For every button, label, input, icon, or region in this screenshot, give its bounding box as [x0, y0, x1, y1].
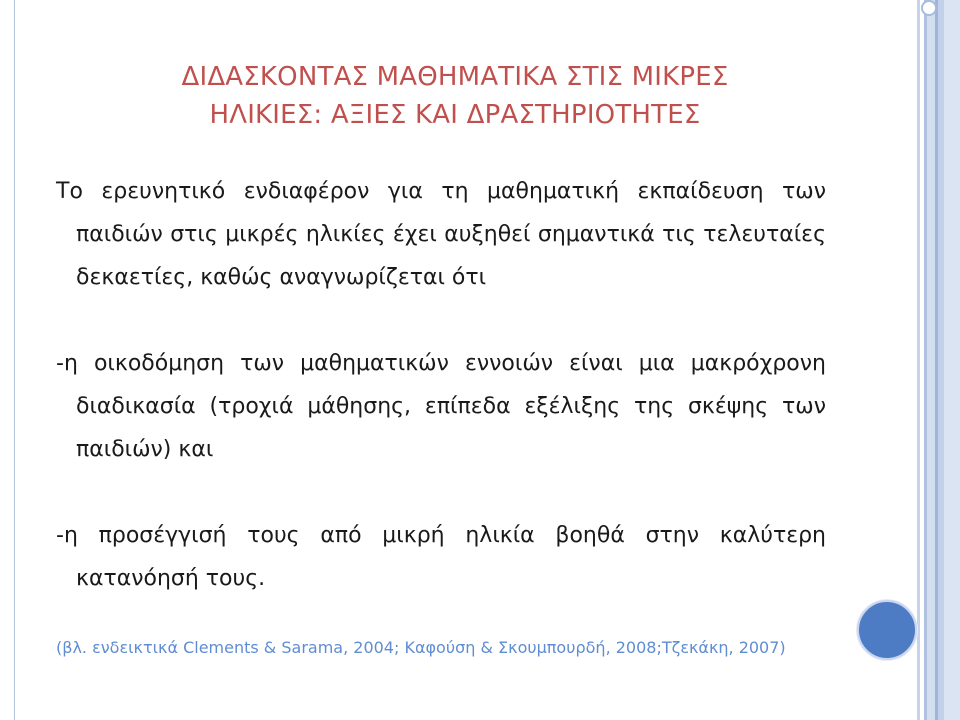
decorative-blue-circle	[857, 600, 917, 660]
paragraph-point-1: -η οικοδόμηση των μαθηματικών εννοιών είναι μια μακρόχρονη διαδικασία (τροχιά μάθησης, επίπεδα εξέλιξης της σκέψης των παιδιών) και	[56, 351, 826, 462]
citation-text: (βλ. ενδεικτικά Clements & Sarama, 2004; Καφούση & Σκουμπουρδή, 2008;Τζεκάκη, 2007)	[56, 638, 786, 657]
right-decor-stripe	[944, 0, 960, 720]
left-border-line	[14, 0, 15, 720]
title-line-2: ΗΛΙΚΙΕΣ: ΑΞΙΕΣ ΚΑΙ ΔΡΑΣΤΗΡΙΟΤΗΤΕΣ	[209, 100, 701, 130]
title-line-1: ΔΙΔΑΣΚΟΝΤΑΣ ΜΑΘΗΜΑΤΙΚΑ ΣΤΙΣ ΜΙΚΡΕΣ	[181, 62, 729, 92]
slide-body	[56, 170, 826, 600]
paragraph-point-2: -η προσέγγισή τους από μικρή ηλικία βοηθά στην καλύτερη κατανόησή τους.	[56, 523, 826, 591]
right-decor-stripe	[927, 0, 935, 720]
slide-title	[100, 58, 810, 134]
decorative-small-circle	[921, 0, 937, 16]
paragraph-intro: Το ερευνητικό ενδιαφέρον για τη μαθηματική εκπαίδευση των παιδιών στις μικρές ηλικίες έχει αυξηθεί σημαντικά τις τελευταίες δεκαετίες, καθώς αναγνωρίζεται ότι	[56, 179, 826, 290]
